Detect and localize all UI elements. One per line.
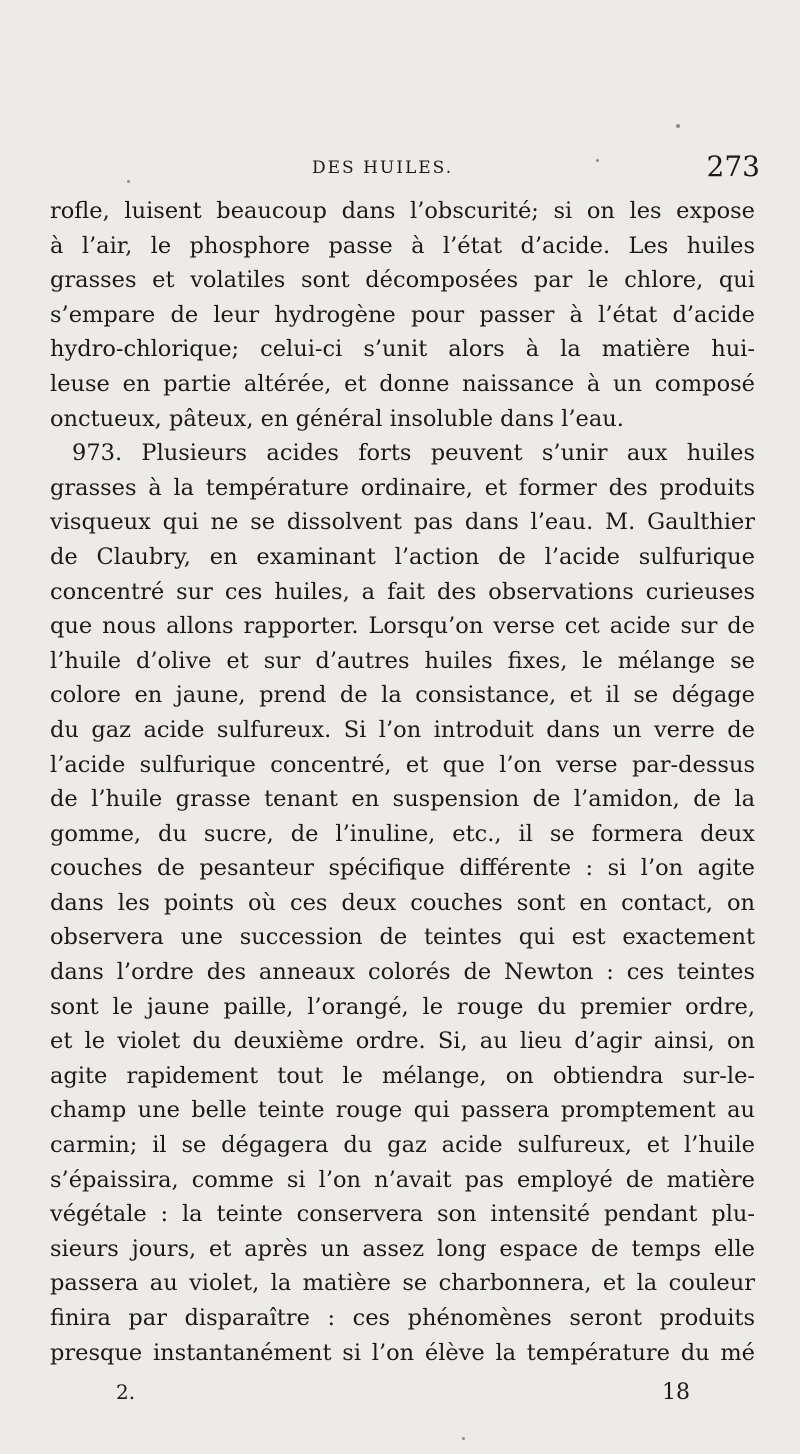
text-line: l’acide sulfurique concentré, et que l’on verse par-dessus (50, 751, 755, 778)
text-line: concentré sur ces huiles, a fait des observations curieuses (50, 578, 755, 605)
paper-speck (462, 1437, 465, 1440)
text-line: observera une succession de teintes qui est exactement (50, 924, 755, 951)
page-footer (50, 1380, 690, 1410)
text-line: l’huile d’olive et sur d’autres huiles fixes, le mélange se (50, 647, 755, 674)
text-line: s’épaissira, comme si l’on n’avait pas employé de matière (50, 1166, 755, 1193)
text-line: passera au violet, la matière se charbonnera, et la couleur (50, 1270, 755, 1297)
body-text (50, 194, 755, 1370)
text-line: presque instantanément si l’on élève la température du mé (50, 1339, 755, 1366)
text-line: 973. Plusieurs acides forts peuvent s’unir aux huiles (72, 440, 755, 467)
text-line: sont le jaune paille, l’orangé, le rouge du premier ordre, (50, 993, 755, 1020)
text-line: que nous allons rapporter. Lorsqu’on verse cet acide sur de (50, 613, 755, 640)
text-line: et le violet du deuxième ordre. Si, au lieu d’agir ainsi, on (50, 1028, 755, 1055)
text-line: hydro-chlorique; celui-ci s’unit alors à la matière hui- (50, 336, 755, 363)
text-line: gomme, du sucre, de l’inuline, etc., il se formera deux (50, 820, 755, 847)
text-line: dans les points où ces deux couches sont en contact, on (50, 889, 755, 916)
paper-speck (676, 124, 680, 128)
text-line: sieurs jours, et après un assez long espace de temps elle (50, 1235, 755, 1262)
text-line: agite rapidement tout le mélange, on obtiendra sur-le- (50, 1062, 755, 1089)
text-line: s’empare de leur hydrogène pour passer à l’état d’acide (50, 301, 755, 328)
text-line: du gaz acide sulfureux. Si l’on introduit dans un verre de (50, 716, 755, 743)
text-line: grasses et volatiles sont décomposées par le chlore, qui (50, 267, 755, 294)
text-line: colore en jaune, prend de la consistance, et il se dégage (50, 682, 755, 709)
text-line: de l’huile grasse tenant en suspension de l’amidon, de la (50, 786, 755, 813)
page-header (50, 150, 760, 190)
text-line: carmin; il se dégagera du gaz acide sulfureux, et l’huile (50, 1132, 755, 1159)
text-line: rofle, luisent beaucoup dans l’obscurité; si on les expose (50, 198, 755, 224)
running-title: DES HUILES. (312, 158, 454, 178)
text-line: de Claubry, en examinant l’action de l’acide sulfurique (50, 543, 755, 570)
text-line: onctueux, pâteux, en général insoluble dans l’eau. (50, 405, 624, 432)
folio-number: 18 (662, 1380, 690, 1405)
signature-mark: 2. (116, 1380, 136, 1404)
text-line: visqueux qui ne se dissolvent pas dans l’eau. M. Gaulthier (50, 509, 755, 536)
text-line: couches de pesanteur spécifique différente : si l’on agite (50, 855, 755, 882)
text-line: à l’air, le phosphore passe à l’état d’acide. Les huiles (50, 232, 755, 259)
text-line: grasses à la température ordinaire, et former des produits (50, 474, 755, 501)
text-line: végétale : la teinte conservera son intensité pendant plu- (50, 1201, 755, 1228)
page-number: 273 (706, 150, 760, 183)
text-line: champ une belle teinte rouge qui passera promptement au (50, 1097, 755, 1124)
text-line: dans l’ordre des anneaux colorés de Newton : ces teintes (50, 959, 755, 986)
text-line: finira par disparaître : ces phénomènes seront produits (50, 1305, 755, 1331)
text-line: leuse en partie altérée, et donne naissance à un composé (50, 370, 755, 397)
